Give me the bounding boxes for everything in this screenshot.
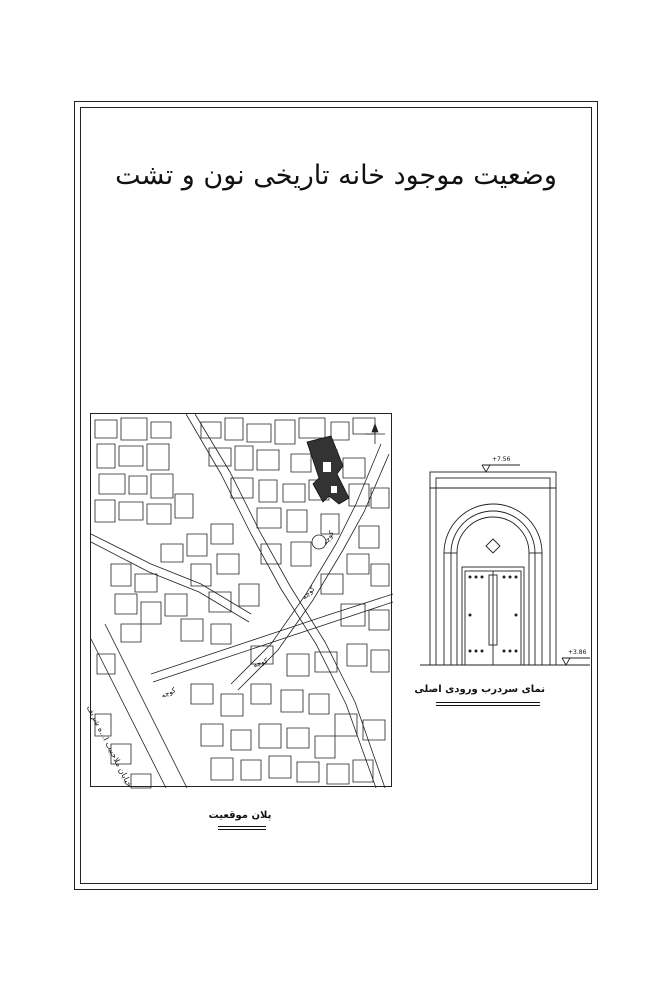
alley-label: کوچه [160, 686, 178, 700]
caption-underline [436, 702, 540, 703]
caption-underline [218, 826, 266, 827]
alley-label: کوچه [300, 584, 317, 602]
sheet-title: وضعیت موجود خانه تاریخی نون و تشت [115, 160, 557, 191]
level-bottom: +3.86 [568, 649, 587, 656]
alley-line [195, 414, 385, 788]
site-plan-map [84, 413, 392, 789]
entrance-elevation [420, 455, 590, 670]
parcel-outlines [95, 418, 389, 788]
main-street-edge [91, 639, 166, 788]
level-marker-icon [482, 465, 490, 472]
site-plan-drawing [91, 414, 393, 788]
alley-label: کوچه [252, 656, 269, 670]
level-marker-icon [562, 658, 570, 665]
alley-label: کوچه [321, 529, 336, 547]
site-plan-caption: پلان موقعیت [208, 810, 272, 821]
courtyard [331, 486, 337, 493]
alley-line [153, 602, 393, 682]
elevation-caption: نمای سردرب ورودی اصلی [414, 684, 545, 695]
courtyard [323, 462, 331, 472]
north-arrow-icon [365, 424, 385, 444]
level-top: +7.56 [492, 456, 511, 463]
caption-underline [218, 829, 266, 830]
alley-line [231, 444, 381, 684]
entrance-elevation-drawing [420, 455, 590, 670]
diamond-ornament-icon [486, 539, 500, 553]
street-label-main: خیابان ملاحبیب ا...ه شریف [84, 704, 135, 789]
caption-underline [436, 705, 540, 706]
